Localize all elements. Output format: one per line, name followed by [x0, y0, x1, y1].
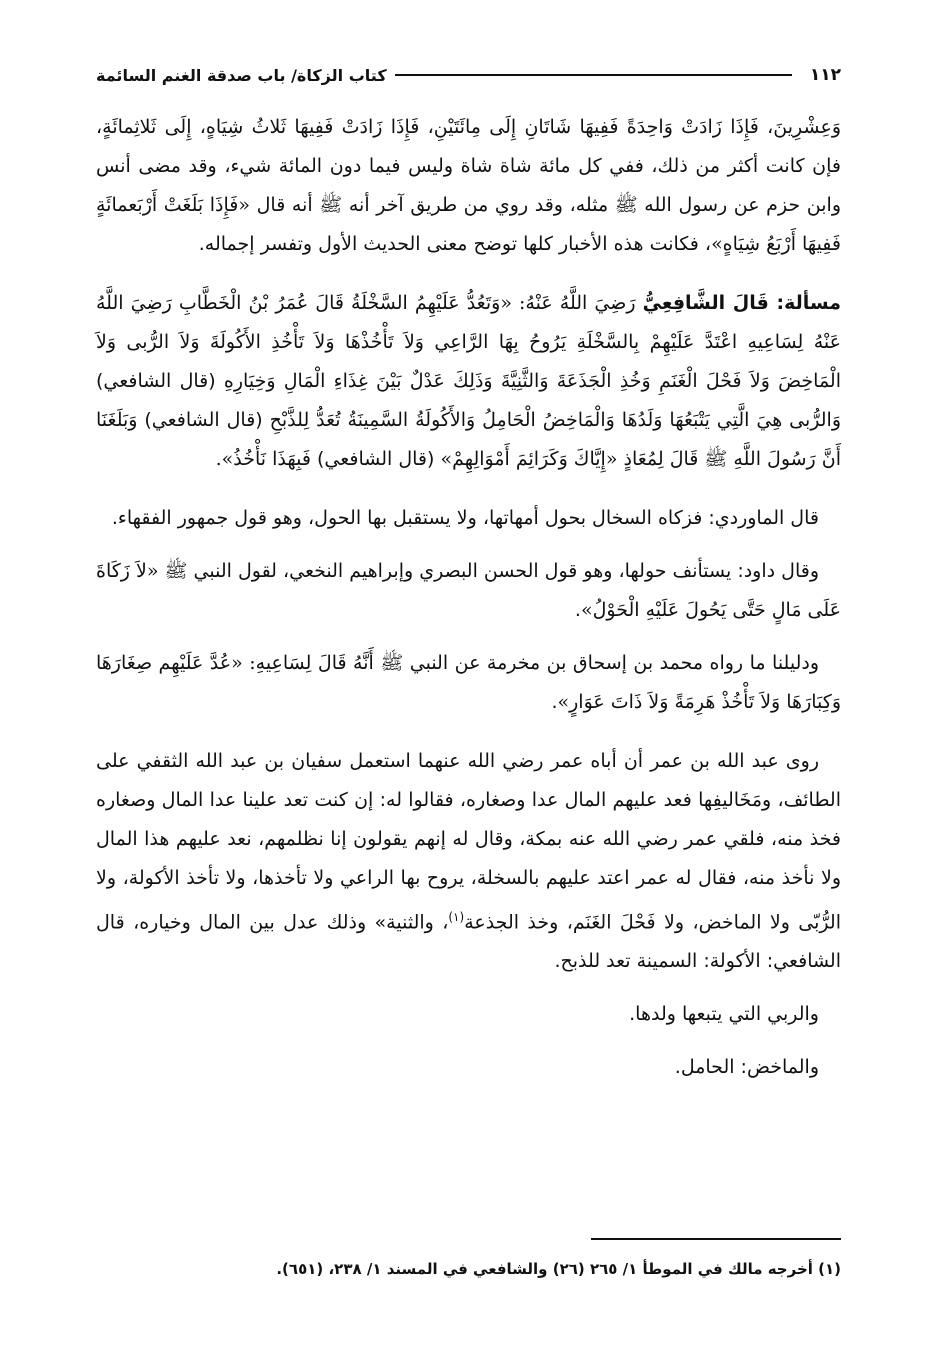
shafii-citation: (قال الشافعي) — [96, 370, 216, 392]
header-rule — [395, 74, 792, 76]
hadith-quote: أَنَّهُ قَالَ لِسَاعِيهِ: «عُدَّ عَلَيْهِم صِغَارَهَا وَكِبَارَهَا وَلاَ تَأْخُذْ هَرِمَةً وَلاَ ذَاتَ عَوَارٍ» — [96, 652, 841, 713]
body-text — [96, 108, 841, 1087]
body-span: . — [574, 599, 581, 621]
paragraph-2-masala — [96, 284, 841, 479]
body-span: ، والثنية» وذلك عدل بين المال وخياره، قال الشافعي: الأكولة: السمينة تعد للذبح. — [96, 911, 841, 973]
body-span: ودليلنا ما رواه محمد بن إسحاق بن مخرمة عن النبي ﷺ — [373, 652, 820, 674]
paragraph-8: والماخض: الحامل. — [674, 1056, 819, 1079]
body-span: وقال داود: يستأنف حولها، وهو قول الحسن البصري وإبراهيم النخعي، لقول النبي ﷺ — [158, 560, 819, 582]
shafii-text: فَبِهَذَا نَأْخُذُ». — [215, 448, 317, 470]
paragraph-7: والربي التي يتبعها ولدها. — [629, 1003, 819, 1026]
shafii-citation: (قال الشافعي) — [316, 448, 435, 470]
shafii-text: وَبَلَغَنَا أَنَّ رَسُولَ اللَّهِ ﷺ قَالَ لِمُعَاذٍ «إِيَّاكَ وَكَرَائِمَ أَمْوَالِهِمْ» — [96, 409, 841, 470]
body-span: فإن كانت أكثر من ذلك، ففي كل مائة شاة شاة وليس فيما دون المائة شيء، وقد مضى أنس وابن حزم عن رسول الله ﷺ مثله، وقد روي من طريق آخر أنه ﷺ أنه قال — [96, 155, 841, 216]
paragraph-6 — [96, 742, 841, 981]
shafii-text: رَضِيَ اللَّهُ عَنْهُ: «وَتَعُدُّ عَلَيْهِمُ السَّخْلَةُ قَالَ عُمَرُ بْنُ الْخَطَّابِ رَضِيَ اللَّهُ عَنْهُ لِسَاعِيهِ اعْتَدَّ عَلَيْهِمْ بِالسَّخْلَةِ يَرُوحُ بِهَا الرَّاعِي وَلاَ تَأْخُذْهَا وَلاَ تَأْخُذِ الأَكُولَةَ وَلاَ الرُّبى وَلاَ الْمَاخِضَ وَلاَ فَحْلَ الْغَنَمِ وَخُذِ الْجَذَعَةَ وَالثَّنِيَّةَ وَذَلِكَ عَدْلٌ بَيْنَ غِذَاءِ الْمَالِ وَخِيَارِهِ — [96, 292, 841, 392]
page-number: ١١٢ — [809, 65, 841, 85]
masala-heading: مسألة: قَالَ الشَّافِعِيُّ — [642, 292, 841, 314]
page-header — [96, 58, 841, 92]
hadith-text: وَعِشْرِينَ، فَإِذَا زَادَتْ وَاحِدَةً فَفِيهَا شَاتَانِ إِلَى مِائَتَيْنِ، فَإِذَا زَادَتْ فَفِيهَا ثَلاثُ شِيَاهٍ، إِلَى ثَلاثِمائَةٍ، — [96, 116, 841, 138]
footnote-marker[interactable]: (١) — [448, 910, 465, 924]
paragraph-3: قال الماوردي: فزكاه السخال بحول أمهاتها، ولا يستقبل بها الحول، وهو قول جمهور الفقهاء. — [111, 507, 819, 529]
book-page — [96, 58, 841, 1348]
paragraph-4 — [96, 552, 841, 630]
body-span: ، فكانت هذه الأخبار كلها توضح معنى الحديث الأول وتفسر إجماله. — [198, 233, 712, 255]
paragraph-5 — [96, 644, 841, 722]
shafii-citation: (قال الشافعي) — [144, 409, 263, 431]
shafii-text: وَالرُّبى هِيَ الَّتِي يَتْبَعُهَا وَلَدُهَا وَالْمَاخِضُ الْحَامِلُ وَالأَكُولَةُ السَّمِينَةُ تُعَدُّ لِلذَّبْحِ — [262, 409, 841, 431]
hadith-quote: «لاَ زَكَاةَ عَلَى مَالٍ حَتَّى يَحُولَ عَلَيْهِ الْحَوْلُ» — [96, 560, 841, 621]
footnote-rule — [591, 1238, 841, 1240]
footnote: (١) أخرجه مالك في الموطأ ١/ ٢٦٥ (٢٦) والشافعي في المسند ١/ ٢٣٨، (٦٥١). — [276, 1260, 841, 1278]
running-title: كتاب الزكاة/ باب صدقة الغنم السائمة — [96, 65, 387, 85]
body-span: . — [551, 691, 558, 713]
hadith-quote: «فَإِذَا بَلَغَتْ أَرْبَعمائَةٍ فَفِيهَا أَرْبَعُ شِيَاهٍ» — [96, 194, 841, 255]
body-span: روى عبد الله بن عمر أن أباه عمر رضي الله عنهما استعمل سفيان بن عبد الله الثقفي على الطائف، ومَخَاليفِها فعد عليهم المال عدا وصغاره، فقالوا له: إن كنت تعد علينا عدا المال وصغاره فخذ منه، فلقي عمر رضي الله عنه بمكة، وقال له إنهم يقولون إنا نظلمهم، نعد عليهم هذا المال ولا نأخذ منه، فقال له عمر اعتد عليهم بالسخلة، يروح بها الراعي ولا تأخذها، ولا تأخذ الأكولة، ولا الرُّبّى ولا الماخض، ولا فَحْلَ الغَنَم، وخذ الجذعة — [96, 750, 841, 934]
paragraph-1 — [96, 108, 841, 264]
